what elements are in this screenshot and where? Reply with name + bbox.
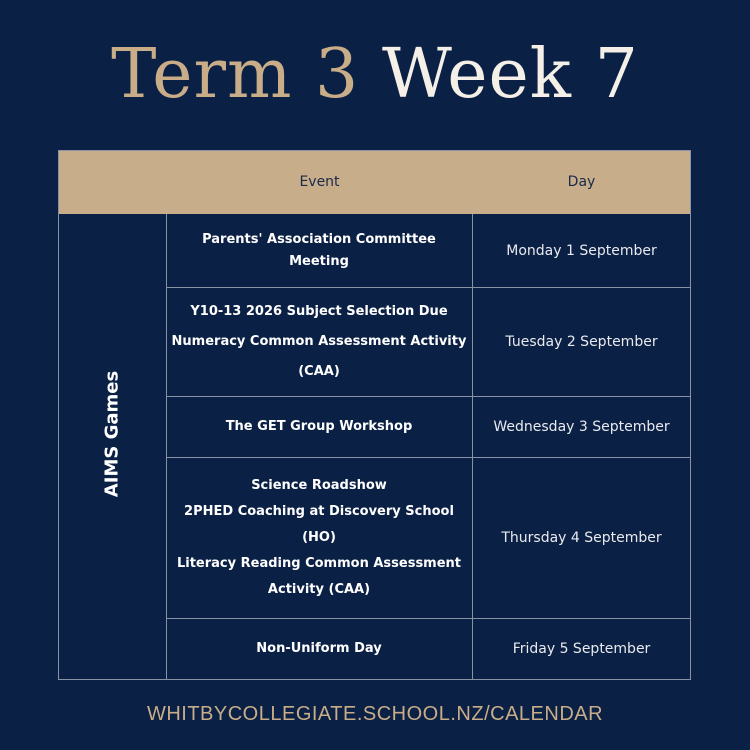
table-header [59,151,690,214]
event-cell [166,619,473,679]
side-label: AIMS Games [101,370,123,498]
day-cell: Friday 5 September [512,641,651,657]
event-cell [166,458,473,618]
calendar-link[interactable]: WHITBYCOLLEGIATE.SCHOOL.NZ/CALENDAR [146,703,604,725]
title-term: Term 3 [111,35,360,114]
event-cell [166,288,473,396]
day-cell: Monday 1 September [506,242,657,259]
table-row [166,619,690,679]
page-title [0,30,750,120]
event-item: Non-Uniform Day [256,641,382,656]
event-item: Literacy Reading Common Assessment Activity (CAA) [176,556,462,597]
day-cell: Thursday 4 September [501,530,662,546]
event-item: Parents' Association Committee Meeting [202,231,436,269]
title-week: Week 7 [381,35,639,114]
event-item: Y10-13 2026 Subject Selection Due [190,304,448,319]
event-cell [166,397,473,457]
calendar-table [58,150,691,680]
table-row [166,288,690,397]
table-row [166,214,690,288]
event-item: 2PHED Coaching at Discovery School (HO) [184,504,454,545]
day-cell: Tuesday 2 September [505,334,658,350]
day-cell: Wednesday 3 September [493,419,670,435]
event-item: Science Roadshow [251,478,387,493]
event-cell [166,214,473,287]
table-row [166,397,690,458]
event-item: Numeracy Common Assessment Activity (CAA) [171,334,467,379]
event-item: The GET Group Workshop [225,419,413,434]
side-column [59,214,167,679]
table-row [166,458,690,619]
header-day: Day [567,174,596,190]
header-event: Event [299,174,340,190]
